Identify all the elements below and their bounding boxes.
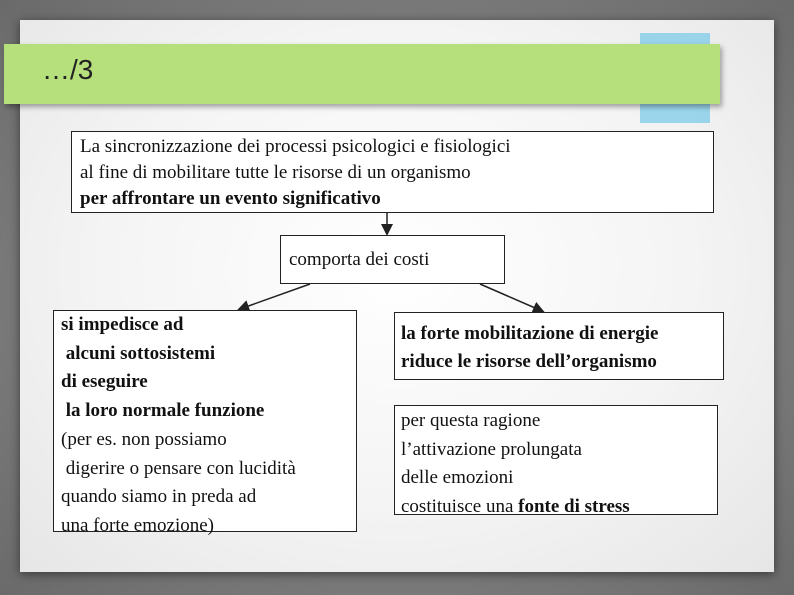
stress-box <box>394 405 718 515</box>
definition-line-3: per affrontare un evento significativo <box>80 188 381 209</box>
left-line-3: di eseguire <box>61 371 148 393</box>
stress-source-label: fonte di stress <box>518 495 630 517</box>
costs-text: comporta dei costi <box>289 249 430 270</box>
right2-line-1: per questa ragione <box>401 410 541 431</box>
left-line-2: alcuni sottosistemi <box>61 342 216 364</box>
left-line-4: la loro normale funzione <box>61 400 265 422</box>
left-line-7: quando siamo in preda ad <box>61 486 257 508</box>
costs-box <box>280 235 505 284</box>
right2-line-4 <box>401 493 711 522</box>
right-consequence-box <box>394 312 724 380</box>
title-bar <box>4 44 720 104</box>
left-line-8: una forte emozione) <box>61 514 214 536</box>
right1-line-2: riduce le risorse dell’organismo <box>401 351 657 372</box>
left-line-5: (per es. non possiamo <box>61 428 227 450</box>
right2-line-3: delle emozioni <box>401 467 514 488</box>
definition-line-1: La sincronizzazione dei processi psicologici e fisiologici <box>80 136 511 157</box>
left-line-6: digerire o pensare con lucidità <box>61 457 296 479</box>
right2-line-4-prefix: costituisce una <box>401 495 519 517</box>
definition-line-2: al fine di mobilitare tutte le risorse di un organismo <box>80 162 471 183</box>
left-line-1: si impedisce ad <box>61 314 184 335</box>
right1-line-1: la forte mobilitazione di energie <box>401 323 659 344</box>
definition-box <box>71 131 714 213</box>
left-consequence-box <box>53 310 357 536</box>
slide-title: …/3 <box>42 54 94 85</box>
right2-line-2: l’attivazione prolungata <box>401 438 582 460</box>
